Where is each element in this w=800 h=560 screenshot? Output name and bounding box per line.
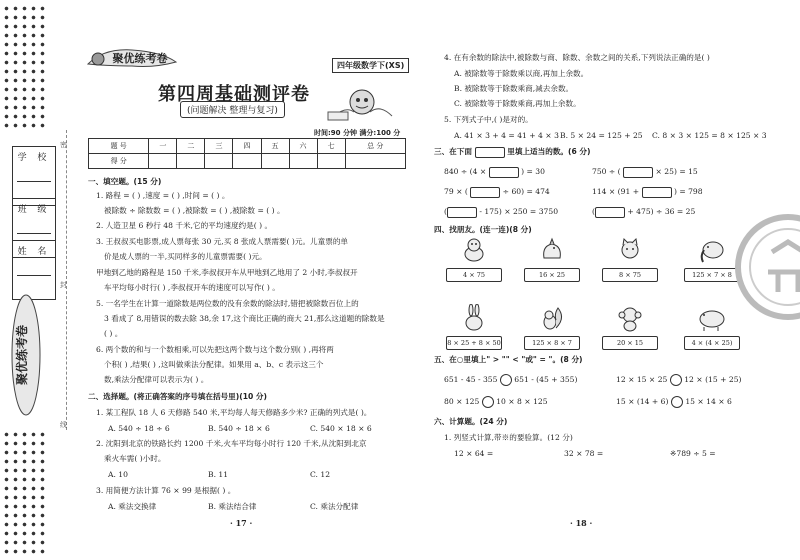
match-card-top-2[interactable]: 16 × 25 [524,236,580,292]
compare-3-circle[interactable] [482,396,494,408]
svg-text:聚优练考卷: 聚优练考卷 [15,324,29,386]
section-calc-heading: 六、计算题。(24 分) [434,417,508,426]
fill-4: 114 × (91 + ) = 798 [592,187,703,196]
brand-logo [84,44,180,72]
compare-2: 12 × 15 × 25 12 × (15 + 25) [616,375,742,384]
choice-5-option-b[interactable]: B. 5 × 24 = 125 + 25 [560,131,643,140]
match-card-top-1[interactable]: 4 × 75 [446,236,502,292]
rooster-icon [538,236,566,264]
fill-1-box[interactable] [489,167,519,178]
compare-3: 80 × 125 10 × 8 × 125 [444,397,548,406]
question-5a: 5. 一名学生在计算一道除数是两位数的没有余数的除法时,错把被除数百位上的 [96,299,359,308]
fill-6-box[interactable] [595,207,625,218]
match-card-top-3[interactable]: 8 × 75 [602,236,658,292]
question-6a: 6. 两个数的和与一个数相乘,可以先把这两个数与这个数分别( ) ,再将两 [96,345,334,354]
school-field[interactable] [12,146,56,206]
hippo-icon [698,304,726,332]
choice-4: 4. 在有余数的除法中,被除数与商、除数、余数之间的关系,下列说法正确的是( ) [444,53,710,62]
choice-4-option-c[interactable]: C. 被除数等于除数乘商,再加上余数。 [454,99,581,108]
question-4a: 甲地到乙地的路程是 150 千米,李叔叔开车从甲地到乙地用了 2 小时,李叔叔开 [96,268,358,277]
choice-2-option-b[interactable]: B. 11 [208,470,229,479]
choice-5: 5. 下列式子中,( )是对的。 [444,115,533,124]
school-label: 学 校 [17,153,51,163]
fill-1: 840 ÷ (4 × ) = 30 [444,167,545,176]
choice-2a: 2. 沈阳到北京的铁路长约 1200 千米,火车平均每小时行 120 千米,从沈阳到北京 [96,439,367,448]
section-boxes-heading: 三、在下面 里填上适当的数。(6 分) [434,147,591,156]
name-label: 姓 名 [17,247,51,257]
cat-icon [616,236,644,264]
choice-1: 1. 某工程队 18 人 6 天修路 540 米,平均每人每天修路多少米? 正确的列式是( )。 [96,408,372,417]
choice-5-option-a[interactable]: A. 41 × 3 + 4 = 41 + 4 × 3 [454,131,559,140]
page-17 [78,0,418,560]
dog-icon [460,236,488,264]
page-subtitle: (问题解决 整理与复习) [180,101,285,118]
dot-pattern-top [2,4,48,132]
calc-item-2[interactable]: 32 × 78 = [564,449,604,458]
grade-label: 四年级数学下(XS) [332,58,409,73]
fill-2-box[interactable] [623,167,653,178]
match-card-bottom-3[interactable]: 20 × 15 [602,304,658,360]
question-6b: 个积( ) ,结果( ) ,这叫做乘法分配律。如果用 a、b、c 表示这三个 [104,360,324,369]
compare-1: 651 - 45 - 355 651 - (45 + 355) [444,375,578,384]
score-table: 题 号 一 二 三 四 五 六 七 总 分 得 分 [88,138,406,169]
fill-3: 79 × ( ÷ 60) = 474 [444,187,550,196]
svg-text:聚优练考卷: 聚优练考卷 [112,52,168,65]
question-6c: 数,乘法分配律可以表示为( ) 。 [104,375,209,384]
question-2: 2. 人造卫星 6 秒行 48 千米,它的平均速度约是( ) 。 [96,221,273,230]
calc-item-3[interactable]: ※789 ÷ 5 = [670,449,716,458]
compare-2-circle[interactable] [670,374,682,386]
rabbit-icon [460,304,488,332]
calc-instruction: 1. 列竖式计算,带※的要验算。(12 分) [444,433,573,442]
watermark-stamp-icon [732,212,800,322]
brand-logo-vertical [8,290,44,420]
binding-strip [0,0,64,560]
section-choice-heading: 二、选择题。(将正确答案的序号填在括号里)(10 分) [88,392,267,401]
question-3b: 价是成人票的一半,买同样多的儿童票需要( )元。 [104,252,267,261]
question-1b: 被除数 ÷ 除数数 = ( ) ,被除数 = ( ) ,被除数 = ( ) 。 [104,206,285,215]
section-compare-heading: 五、在○里填上" > "" < "或" = "。(8 分) [434,355,583,364]
fill-4-box[interactable] [642,187,672,198]
class-label: 班 级 [17,205,51,215]
choice-4-option-a[interactable]: A. 被除数等于除数乘以商,再加上余数。 [454,69,589,78]
match-card-bottom-2[interactable]: 125 × 8 × 7 [524,304,580,360]
question-5b: 3 看成了 8,用错误的数去除 38,余 17,这个商比正确的商大 21,那么这道题的除数是 [104,314,385,323]
question-1a: 1. 路程 = ( ) ,速度 = ( ) ,时间 = ( ) 。 [96,191,230,200]
compare-4: 15 × (14 + 6) 15 × 14 × 6 [616,397,732,406]
elephant-icon [698,236,726,264]
match-card-bottom-4[interactable]: 4 × (4 × 25) [684,304,740,360]
question-5c: ( ) 。 [104,329,123,338]
squirrel-icon [538,304,566,332]
fill-5-box[interactable] [447,207,477,218]
compare-4-circle[interactable] [671,396,683,408]
choice-5-option-c[interactable]: C. 8 × 3 × 125 = 8 × 125 × 3 [652,131,767,140]
dot-pattern-bottom [2,430,48,556]
mascot-icon [326,82,398,122]
choice-4-option-b[interactable]: B. 被除数等于除数乘商,减去余数。 [454,84,574,93]
choice-1-option-a[interactable]: A. 540 ÷ 18 ÷ 6 [108,424,170,433]
choice-2-option-a[interactable]: A. 10 [108,470,128,479]
fill-3-box[interactable] [470,187,500,198]
fill-2: 750 ÷ ( × 25) = 15 [592,167,698,176]
compare-1-circle[interactable] [500,374,512,386]
choice-3: 3. 用简便方法计算 76 × 99 是根据( ) 。 [96,486,236,495]
choice-3-option-b[interactable]: B. 乘法结合律 [208,502,257,511]
question-3a: 3. 王叔叔买电影票,成人票每张 30 元,买 8 张成人票需要( )元。儿童票的单 [96,237,349,246]
choice-3-option-c[interactable]: C. 乘法分配律 [310,502,359,511]
fill-5: ( - 175) × 250 = 3750 [444,207,559,216]
page-number-right: · 18 · [570,518,593,528]
monkey-icon [616,304,644,332]
choice-2-option-c[interactable]: C. 12 [310,470,331,479]
match-card-bottom-1[interactable]: 8 × 25 + 8 × 50 [446,304,502,360]
fill-6: ( + 475) ÷ 36 = 25 [592,207,696,216]
choice-1-option-c[interactable]: C. 540 × 18 × 6 [310,424,372,433]
choice-3-option-a[interactable]: A. 乘法交换律 [108,502,157,511]
choice-2b: 乘火车需( )小时。 [104,454,166,463]
section-fill-heading: 一、填空题。(15 分) [88,177,162,186]
page-number-left: · 17 · [230,518,253,528]
choice-1-option-b[interactable]: B. 540 ÷ 18 × 6 [208,424,270,433]
page-title: 第四周基础测评卷 [158,84,310,105]
match-card-top-4[interactable]: 125 × 7 × 8 [684,236,740,292]
section-match-heading: 四、找朋友。(连一连)(8 分) [434,225,532,234]
time-score-meta: 时间:90 分钟 满分:100 分 [314,129,401,137]
question-4b: 车平均每小时行( ) ,李叔叔开车的速度可以写作( ) 。 [104,283,280,292]
calc-item-1[interactable]: 12 × 64 = [454,449,494,458]
